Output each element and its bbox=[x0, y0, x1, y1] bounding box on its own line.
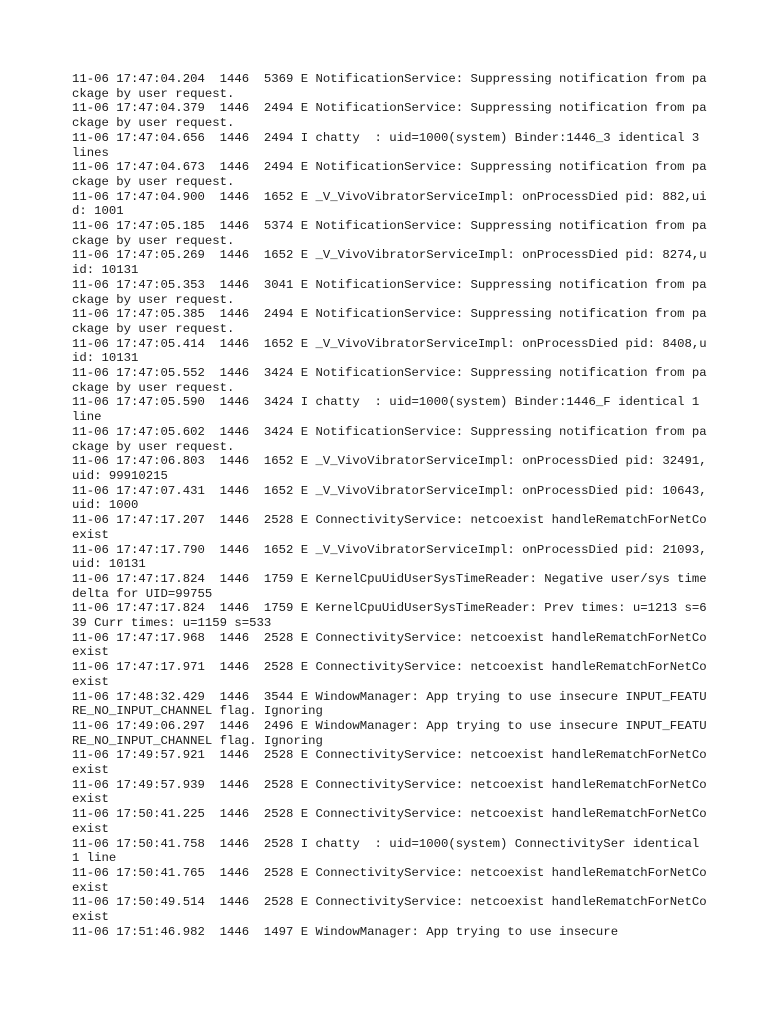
log-entry: 11-06 17:49:06.297 1446 2496 E WindowManager: App trying to use insecure INPUT_FEATURE_NO_INPUT_CHANNEL flag. Ignoring bbox=[72, 718, 707, 748]
log-entry: 11-06 17:48:32.429 1446 3544 E WindowManager: App trying to use insecure INPUT_FEATURE_NO_INPUT_CHANNEL flag. Ignoring bbox=[72, 689, 707, 719]
log-entry: 11-06 17:47:04.900 1446 1652 E _V_VivoVibratorServiceImpl: onProcessDied pid: 882,uid: 1001 bbox=[72, 189, 707, 219]
log-entry: 11-06 17:47:17.790 1446 1652 E _V_VivoVibratorServiceImpl: onProcessDied pid: 21093,uid: 10131 bbox=[72, 542, 707, 572]
log-entry: 11-06 17:49:57.939 1446 2528 E ConnectivityService: netcoexist handleRematchForNetCoexist bbox=[72, 777, 707, 807]
log-entry: 11-06 17:47:07.431 1446 1652 E _V_VivoVibratorServiceImpl: onProcessDied pid: 10643,uid: 1000 bbox=[72, 483, 707, 513]
log-entry: 11-06 17:47:05.552 1446 3424 E NotificationService: Suppressing notification from package by user request. bbox=[72, 366, 707, 395]
log-entry: 11-06 17:47:05.185 1446 5374 E NotificationService: Suppressing notification from package by user request. bbox=[72, 219, 707, 248]
log-entry: 11-06 17:47:17.968 1446 2528 E ConnectivityService: netcoexist handleRematchForNetCoexist bbox=[72, 630, 707, 660]
log-entry: 11-06 17:50:41.225 1446 2528 E ConnectivityService: netcoexist handleRematchForNetCoexist bbox=[72, 807, 707, 836]
log-entry: 11-06 17:47:17.824 1446 1759 E KernelCpuUidUserSysTimeReader: Prev times: u=1213 s=639 Curr times: u=1159 s=533 bbox=[72, 601, 707, 631]
log-page bbox=[72, 72, 715, 939]
log-entry: 11-06 17:47:04.673 1446 2494 E NotificationService: Suppressing notification from package by user request. bbox=[72, 160, 707, 189]
log-entry: 11-06 17:50:41.765 1446 2528 E ConnectivityService: netcoexist handleRematchForNetCoexist bbox=[72, 865, 707, 895]
log-entry: 11-06 17:47:04.379 1446 2494 E NotificationService: Suppressing notification from package by user request. bbox=[72, 101, 707, 131]
log-entry: 11-06 17:47:05.385 1446 2494 E NotificationService: Suppressing notification from package by user request. bbox=[72, 307, 707, 336]
log-entry: 11-06 17:47:05.353 1446 3041 E NotificationService: Suppressing notification from package by user request. bbox=[72, 277, 707, 307]
log-entry: 11-06 17:47:05.590 1446 3424 I chatty : uid=1000(system) Binder:1446_F identical 1 line bbox=[72, 395, 707, 425]
log-entry: 11-06 17:50:41.758 1446 2528 I chatty : uid=1000(system) ConnectivitySer identical 1 line bbox=[72, 836, 707, 866]
log-entry: 11-06 17:50:49.514 1446 2528 E ConnectivityService: netcoexist handleRematchForNetCoexist bbox=[72, 895, 707, 925]
log-entry: 11-06 17:49:57.921 1446 2528 E ConnectivityService: netcoexist handleRematchForNetCoexist bbox=[72, 748, 707, 778]
log-entry: 11-06 17:47:05.269 1446 1652 E _V_VivoVibratorServiceImpl: onProcessDied pid: 8274,uid: 10131 bbox=[72, 248, 707, 278]
log-entry: 11-06 17:47:17.824 1446 1759 E KernelCpuUidUserSysTimeReader: Negative user/sys time delta for UID=99755 bbox=[72, 571, 715, 601]
log-entry: 11-06 17:47:04.656 1446 2494 I chatty : uid=1000(system) Binder:1446_3 identical 3 lines bbox=[72, 130, 707, 160]
log-entry: 11-06 17:47:17.207 1446 2528 E ConnectivityService: netcoexist handleRematchForNetCoexist bbox=[72, 513, 707, 542]
log-entry: 11-06 17:47:05.414 1446 1652 E _V_VivoVibratorServiceImpl: onProcessDied pid: 8408,uid: 10131 bbox=[72, 336, 707, 366]
log-entry: 11-06 17:47:04.204 1446 5369 E NotificationService: Suppressing notification from package by user request. bbox=[72, 72, 707, 101]
log-entry: 11-06 17:51:46.982 1446 1497 E WindowManager: App trying to use insecure bbox=[72, 924, 619, 939]
log-entry: 11-06 17:47:06.803 1446 1652 E _V_VivoVibratorServiceImpl: onProcessDied pid: 32491,uid: 99910215 bbox=[72, 454, 707, 483]
log-entry: 11-06 17:47:05.602 1446 3424 E NotificationService: Suppressing notification from package by user request. bbox=[72, 424, 707, 454]
log-entry: 11-06 17:47:17.971 1446 2528 E ConnectivityService: netcoexist handleRematchForNetCoexist bbox=[72, 660, 707, 689]
